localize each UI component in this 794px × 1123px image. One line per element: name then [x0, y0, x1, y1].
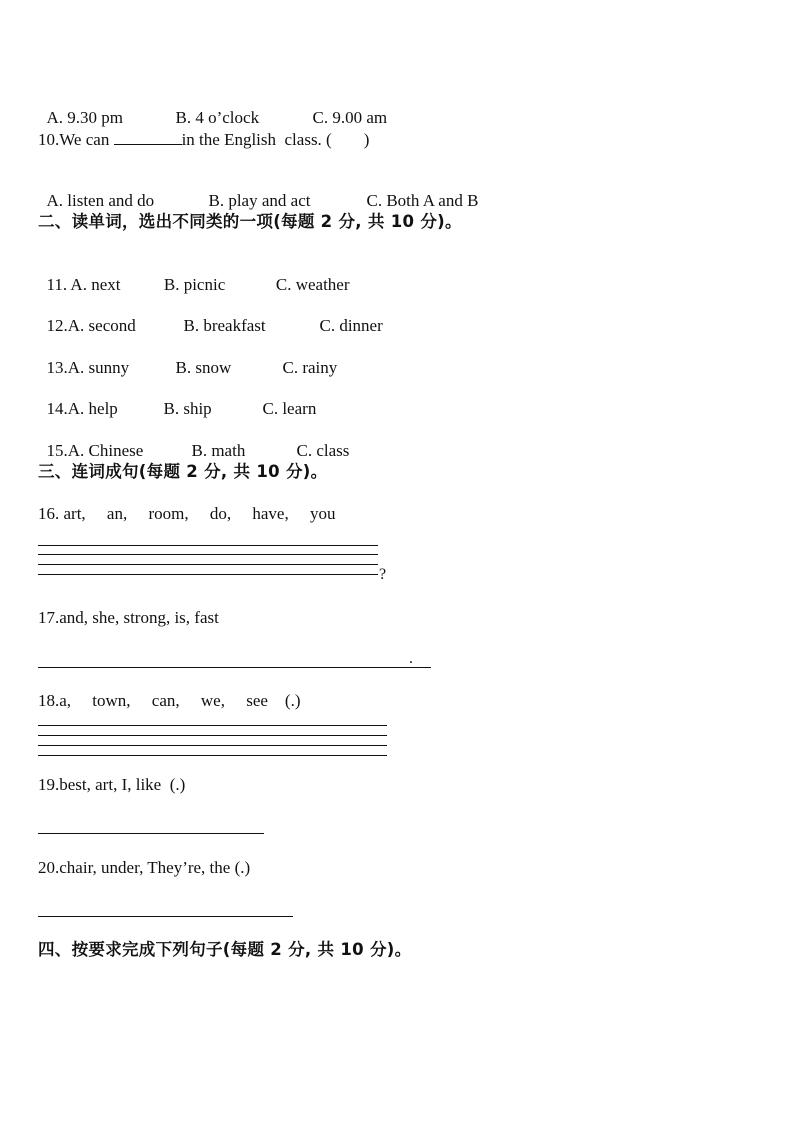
q13-option-a[interactable]: .A. sunny: [63, 358, 130, 377]
section3-heading: 三、连词成句(每题 2 分, 共 10 分)。: [38, 462, 328, 481]
q11-option-c[interactable]: C. weather: [275, 275, 350, 294]
q15-option-c[interactable]: C. class: [296, 441, 350, 460]
q17-number: 17: [38, 608, 55, 627]
q10-question: [38, 130, 369, 150]
q15-option-b[interactable]: B. math: [191, 441, 246, 460]
q14-option-b[interactable]: B. ship: [163, 399, 212, 418]
q10-option-b[interactable]: B. play and act: [208, 191, 311, 210]
q15-option-a[interactable]: .A. Chinese: [63, 441, 144, 460]
q20-answer-line[interactable]: [38, 916, 293, 917]
q12-option-a[interactable]: .A. second: [63, 316, 136, 335]
q16-end-mark: ?: [379, 566, 387, 583]
q16-words: [38, 504, 335, 524]
q16-answer-line-4[interactable]: [38, 574, 378, 575]
q19-answer-line[interactable]: [38, 833, 264, 834]
q9-option-b[interactable]: B. 4 o’clock: [175, 108, 260, 127]
q18-answer-line-1[interactable]: [38, 725, 387, 726]
q12-number: 12: [46, 316, 64, 335]
q10-option-a[interactable]: A. listen and do: [46, 191, 155, 210]
q16-answer-line-2[interactable]: [38, 554, 378, 555]
section2-heading: 二、读单词，选出不同类的一项(每题 2 分, 共 10 分)。: [38, 212, 462, 231]
q16-number: 16: [38, 504, 55, 523]
q19-number: 19: [38, 775, 55, 794]
q18-number: 18: [38, 691, 55, 710]
q20-text: .chair, under, They’re, the (.): [55, 858, 251, 877]
q20-number: 20: [38, 858, 55, 877]
q14-row: [38, 379, 316, 419]
q16-text: . art, an, room, do, have, you: [55, 504, 336, 523]
q17-answer-line[interactable]: [38, 667, 431, 668]
q9-option-c[interactable]: C. 9.00 am: [312, 108, 388, 127]
q13-option-c[interactable]: C. rainy: [282, 358, 338, 377]
q10-close: ): [363, 130, 370, 149]
q20-words: [38, 858, 250, 878]
q10-suffix: in the English class. (: [181, 130, 332, 149]
q18-words: [38, 691, 301, 711]
q14-option-c[interactable]: C. learn: [262, 399, 317, 418]
q16-answer-line-3[interactable]: [38, 564, 378, 565]
q12-option-c[interactable]: C. dinner: [319, 316, 383, 335]
q10-option-c[interactable]: C. Both A and B: [366, 191, 479, 210]
q17-text: .and, she, strong, is, fast: [55, 608, 219, 627]
q18-answer-line-4[interactable]: [38, 755, 387, 756]
q11-option-a[interactable]: . A. next: [62, 275, 121, 294]
q16-answer-line-1[interactable]: [38, 545, 378, 546]
q10-number: 10.: [38, 130, 60, 149]
q14-option-a[interactable]: .A. help: [63, 399, 118, 418]
q17-words: [38, 608, 219, 628]
q11-row: [38, 255, 350, 295]
q9-options-row: [38, 88, 387, 128]
q13-row: [38, 338, 337, 378]
q19-text: .best, art, I, like (.): [55, 775, 186, 794]
q13-option-b[interactable]: B. snow: [175, 358, 232, 377]
q14-number: 14: [46, 399, 64, 418]
q11-number: 11: [46, 275, 63, 294]
q19-words: [38, 775, 185, 795]
q9-option-a[interactable]: A. 9.30 pm: [46, 108, 123, 127]
q18-text: .a, town, can, we, see (.): [55, 691, 301, 710]
q18-answer-line-2[interactable]: [38, 735, 387, 736]
q13-number: 13: [46, 358, 64, 377]
q12-option-b[interactable]: B. breakfast: [183, 316, 266, 335]
q18-answer-line-3[interactable]: [38, 745, 387, 746]
q11-option-b[interactable]: B. picnic: [163, 275, 226, 294]
q12-row: [38, 296, 383, 336]
q15-number: 15: [46, 441, 64, 460]
q15-row: [38, 421, 349, 461]
q10-options-row: [38, 171, 478, 211]
q10-blank[interactable]: [114, 130, 182, 145]
q10-prefix: We can: [59, 130, 114, 149]
q17-end-mark: .: [409, 650, 413, 667]
section4-heading: 四、按要求完成下列句子(每题 2 分, 共 10 分)。: [38, 940, 412, 959]
